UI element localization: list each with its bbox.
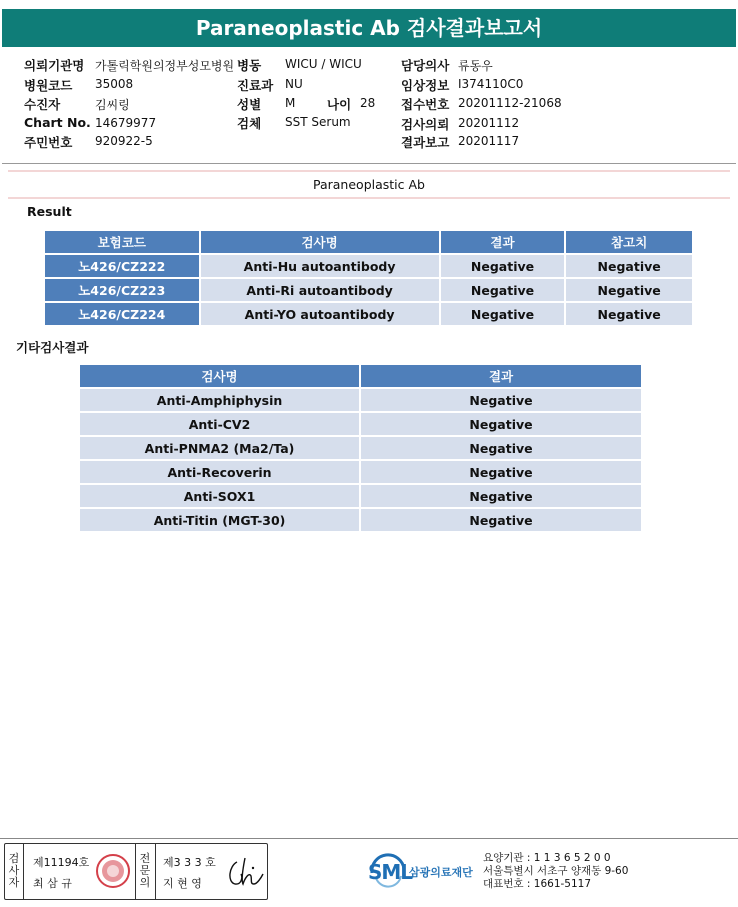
table-row [79,412,642,436]
resident-value: 920922-5 [95,134,153,148]
test-name: Anti-SOX1 [79,484,360,508]
patient-value: 김씨링 [95,98,130,112]
clinical-label: 임상정보 [401,78,450,93]
column-header: 참고치 [565,230,693,254]
report-date-value: 20201117 [458,134,520,148]
table-row [79,460,642,484]
test-name: Anti-Recoverin [79,460,360,484]
sex-value: M [285,96,296,110]
insurance-code: 노426/CZ224 [44,302,200,326]
org-code: 요양기관 : 1 1 3 6 5 2 0 0 [483,852,611,864]
test-name: Anti-PNMA2 (Ma2/Ta) [79,436,360,460]
test-result: Negative [360,412,642,436]
doctor-label: 담당의사 [401,58,450,73]
dept-label: 진료과 [237,78,274,93]
resident-label: 주민번호 [24,135,73,150]
signature-icon [223,854,265,890]
approver-label: 전 문 의 [139,852,151,889]
institution-value: 가톨릭학원의정부성모병원 [95,59,235,73]
test-name: Anti-YO autoantibody [200,302,440,326]
hospital-code-value: 35008 [95,77,134,91]
divider [8,197,730,199]
hospital-code-label: 병원코드 [24,78,73,93]
divider [2,163,736,164]
column-header: 보험코드 [44,230,200,254]
table-row [44,302,693,326]
seal-stamp-icon [95,853,131,889]
institution-label: 의뢰기관명 [24,58,85,73]
test-name: Anti-Titin (MGT-30) [79,508,360,532]
table-row [79,436,642,460]
column-header: 검사명 [79,364,360,388]
specimen-label: 검체 [237,116,262,131]
insurance-code: 노426/CZ222 [44,254,200,278]
table-row [79,388,642,412]
patient-label: 수진자 [24,97,61,112]
column-header: 검사명 [200,230,440,254]
chart-value: 14679977 [95,116,157,130]
report-date-label: 결과보고 [401,135,450,150]
test-name: Anti-Hu autoantibody [200,254,440,278]
report-title: Paraneoplastic Ab 검사결과보고서 [2,9,736,47]
other-results-heading: 기타검사결과 [16,340,89,355]
request-label: 검사의뢰 [401,117,450,132]
tester-label: 검 사 자 [8,852,20,889]
ward-value: WICU / WICU [285,57,362,71]
column-header: 결과 [360,364,642,388]
test-result: Negative [360,388,642,412]
reference-value: Negative [565,278,693,302]
receipt-value: 20201112-21068 [458,96,562,110]
test-name: Anti-Amphiphysin [79,388,360,412]
org-phone: 대표번호 : 1661-5117 [483,878,592,890]
approver-name: 지 현 영 [163,877,202,890]
table-header-row [79,364,642,388]
table-row [44,254,693,278]
doctor-value: 류동우 [458,59,493,73]
column-header: 결과 [440,230,566,254]
reference-value: Negative [565,254,693,278]
approver-number: 제3 3 3 호 [163,856,216,869]
table-row [79,508,642,532]
result-heading: Result [27,204,72,219]
org-abbr: SML [368,860,413,884]
dept-value: NU [285,77,303,91]
result-table [43,229,694,327]
table-header-row [44,230,693,254]
org-address: 서울특별시 서초구 양재동 9-60 [483,865,629,877]
test-result: Negative [440,254,566,278]
test-result: Negative [360,508,642,532]
test-result: Negative [440,302,566,326]
sml-logo [368,851,480,891]
ward-label: 병동 [237,58,262,73]
test-result: Negative [360,460,642,484]
age-value: 28 [360,96,376,110]
tester-number: 제11194호 [33,856,90,869]
specimen-value: SST Serum [285,115,351,129]
org-name: 삼광의료재단 [409,866,473,879]
test-name: Anti-Ri autoantibody [200,278,440,302]
section-title: Paraneoplastic Ab [313,177,425,192]
clinical-value: I374110C0 [458,77,524,91]
other-results-table [78,363,643,533]
receipt-label: 접수번호 [401,97,450,112]
request-value: 20201112 [458,116,520,130]
table-row [44,278,693,302]
reference-value: Negative [565,302,693,326]
divider [8,170,730,172]
test-result: Negative [360,436,642,460]
footer-divider [0,838,738,839]
chart-label: Chart No. [24,115,91,130]
insurance-code: 노426/CZ223 [44,278,200,302]
test-result: Negative [360,484,642,508]
sex-label: 성별 [237,97,262,112]
signature-box [4,843,268,900]
age-label: 나이 [327,97,352,112]
tester-name: 최 삼 규 [33,877,72,890]
test-name: Anti-CV2 [79,412,360,436]
org-contact [483,852,628,891]
table-row [79,484,642,508]
test-result: Negative [440,278,566,302]
